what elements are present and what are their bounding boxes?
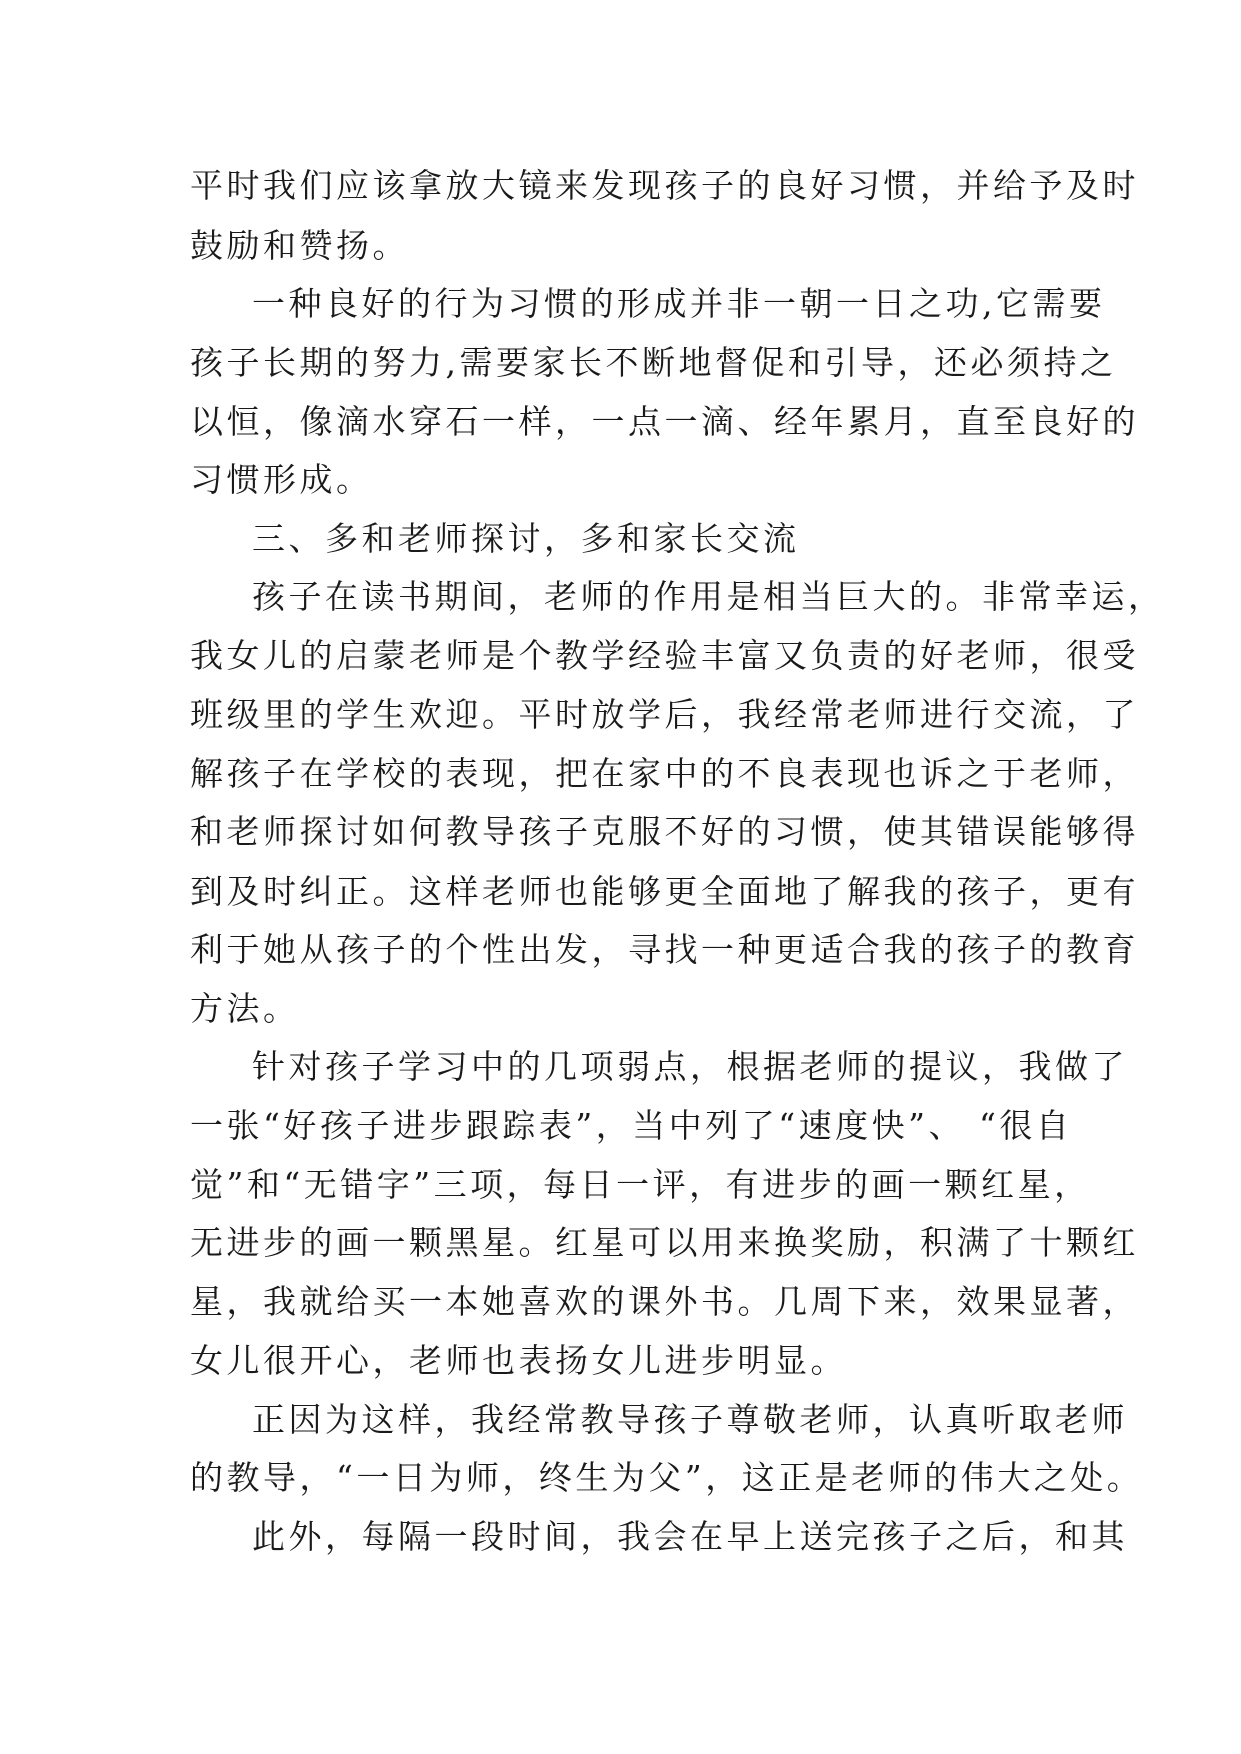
text-line: 解孩子在学校的表现，把在家中的不良表现也诉之于老师，: [190, 754, 1139, 793]
text-line: 我女儿的启蒙老师是个教学经验丰富又负责的好老师，很受: [190, 636, 1139, 675]
text-line: 平时我们应该拿放大镜来发现孩子的良好习惯，并给予及时: [190, 166, 1139, 205]
text-line: 孩子长期的努力,需要家长不断地督促和引导，还必须持之: [190, 343, 1117, 382]
paragraph-first-line: 一种良好的行为习惯的形成并非一朝一日之功,它需要: [252, 284, 1106, 323]
paragraph-first-line: 孩子在读书期间，老师的作用是相当巨大的。非常幸运，: [252, 577, 1165, 616]
text-line: 无进步的画一颗黑星。红星可以用来换奖励，积满了十颗红: [190, 1223, 1139, 1262]
text-line: 方法。: [190, 989, 300, 1028]
text-line: 到及时纠正。这样老师也能够更全面地了解我的孩子，更有: [190, 872, 1139, 911]
text-line: 班级里的学生欢迎。平时放学后，我经常老师进行交流，了: [190, 695, 1139, 734]
text-line: 觉”和“无错字”三项，每日一评，有进步的画一颗红星，: [190, 1165, 1091, 1204]
text-line: 星，我就给买一本她喜欢的课外书。几周下来，效果显著，: [190, 1282, 1139, 1321]
paragraph-first-line: 正因为这样，我经常教导孩子尊敬老师，认真听取老师: [252, 1400, 1128, 1439]
text-line: 以恒，像滴水穿石一样，一点一滴、经年累月，直至良好的: [190, 402, 1139, 441]
section-heading: 三、多和老师探讨，多和家长交流: [252, 519, 800, 558]
text-line: 女儿很开心，老师也表扬女儿进步明显。: [190, 1341, 847, 1380]
text-line: 利于她从孩子的个性出发，寻找一种更适合我的孩子的教育: [190, 930, 1139, 969]
text-line: 鼓励和赞扬。: [190, 226, 409, 265]
paragraph-first-line: 针对孩子学习中的几项弱点，根据老师的提议，我做了: [252, 1047, 1128, 1086]
text-line: 一张“好孩子进步跟踪表”，当中列了“速度快”、 “很自: [190, 1106, 1073, 1145]
paragraph-first-line: 此外，每隔一段时间，我会在早上送完孩子之后，和其: [252, 1517, 1128, 1556]
text-line: 习惯形成。: [190, 460, 373, 499]
text-line: 和老师探讨如何教导孩子克服不好的习惯，使其错误能够得: [190, 812, 1139, 851]
text-line: 的教导，“一日为师，终生为父”，这正是老师的伟大之处。: [190, 1458, 1144, 1497]
